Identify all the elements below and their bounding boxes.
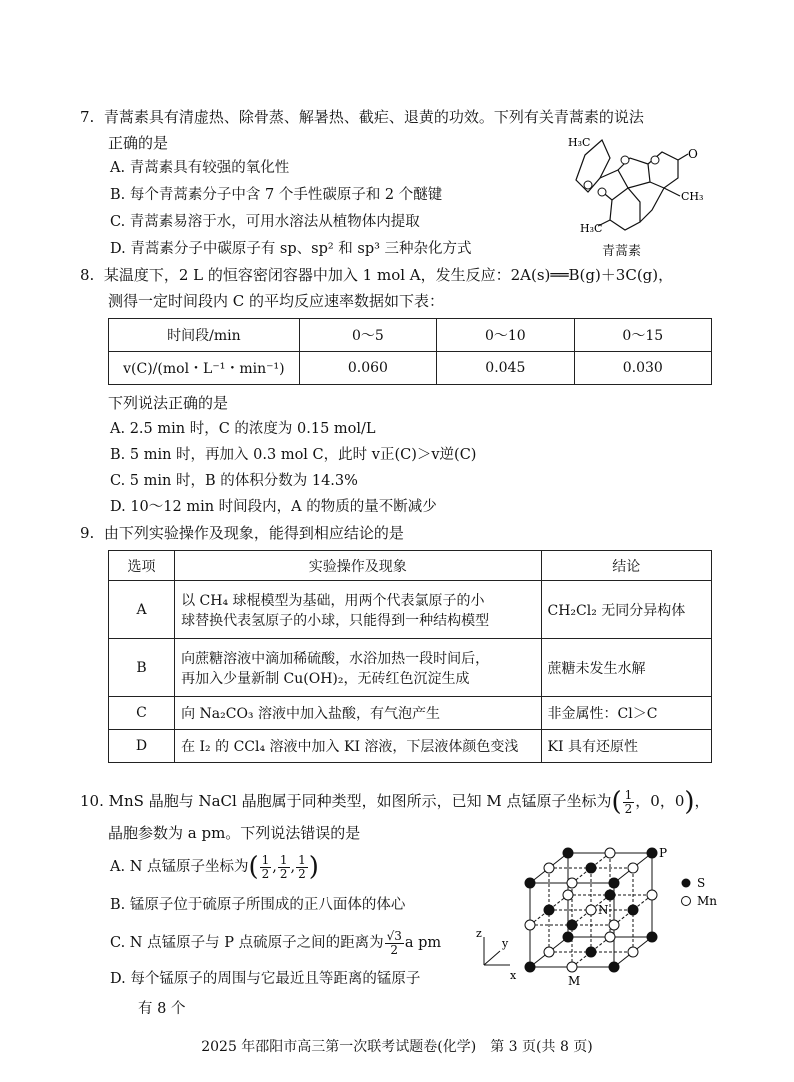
z-axis-label: z [476, 927, 482, 940]
q8-header-cell: 0～10 [437, 319, 574, 352]
mn-atom [586, 905, 596, 915]
q9-stem-line [80, 522, 404, 544]
s-atom [563, 932, 573, 942]
q10-option-d-line1: D. 每个锰原子的周围与它最近且等距离的锰原子 [110, 971, 421, 987]
q10-option-b: B. 锰原子位于硫原子所围成的正八面体的体心 [110, 897, 406, 913]
q9-operation-cell [175, 639, 541, 697]
s-atom [609, 878, 619, 888]
q7-option-d: D. 青蒿素分子中碳原子有 sp、sp² 和 sp³ 三种杂化方式 [110, 241, 472, 257]
fraction-numerator: 1 [624, 787, 633, 802]
s-atom [586, 863, 596, 873]
distance-unit: a pm [404, 935, 442, 951]
s-atom [605, 890, 615, 900]
ring-oxygen-2 [651, 156, 659, 164]
q9-operation-line: 以 CH₄ 球棍模型为基础，用两个代表氯原子的小 [181, 592, 485, 609]
q8-header-cell: 0～15 [574, 319, 711, 352]
paren-open: ( [611, 787, 622, 817]
q9-stem: 由下列实验操作及现象，能得到相应结论的是 [103, 524, 404, 542]
q8-stem-line1 [80, 264, 673, 286]
q7-stem: 青蒿素具有清虚热、除骨蒸、解暑热、截疟、退黄的功效。下列有关青蒿素的说法 [103, 108, 644, 126]
q8-header-cell: 时间段/min [109, 319, 300, 352]
q8-option-a: A. 2.5 min 时，C 的浓度为 0.15 mol/L [110, 421, 376, 437]
peroxide-oxygen-2 [598, 188, 606, 196]
q9-conclusion-cell: CH₂Cl₂ 无同分异构体 [541, 581, 711, 639]
q7-option-b: B. 每个青蒿素分子中含 7 个手性碳原子和 2 个醚键 [110, 187, 443, 203]
peroxide-oxygen-1 [584, 181, 592, 189]
q9-option-cell: C [109, 697, 175, 730]
q9-conclusion-cell: 非金属性：Cl＞C [541, 697, 711, 730]
q9-operation-line: 球替换代表氢原子的小球，只能得到一种结构模型 [181, 612, 490, 629]
s-atom [609, 962, 619, 972]
q9-conclusion-cell: 蔗糖未发生水解 [541, 639, 711, 697]
q8-data-cell: 0.030 [574, 352, 711, 385]
q7-number: 7. [80, 108, 95, 126]
p-point-label: P [659, 846, 668, 860]
q9-header-cell: 实验操作及现象 [175, 551, 541, 581]
q10-number: 10. [80, 792, 104, 810]
q7-option-c: C. 青蒿素易溶于水，可用水溶法从植物体内提取 [110, 214, 420, 230]
mn-atom [605, 848, 615, 858]
q8-rate-table [108, 318, 712, 385]
q9-header-cell: 结论 [541, 551, 711, 581]
q8-option-b: B. 5 min 时，再加入 0.3 mol C，此时 v正(C)＞v逆(C) [110, 447, 477, 463]
q8-stem-line2: 测得一定时间段内 C 的平均反应速率数据如下表： [108, 292, 445, 310]
y-axis-label: y [502, 937, 509, 950]
m-coord-rest: ，0，0 [635, 792, 685, 810]
s-atom [647, 932, 657, 942]
fraction-denominator: 2 [298, 866, 306, 881]
q10-stem-line1: 10. MnS 晶胞与 NaCl 晶胞属于同种类型，如图所示，已知 M 点锰原子坐标为( $\frac{1}{2}$ ，0，0)， [80, 787, 710, 817]
q10-option-a: A. N 点锰原子坐标为( $\frac{1}{2}$ , $\frac{1}{2}$ , $\frac{1}{2}$ ) [110, 852, 319, 882]
q10-option-a-text: A. N 点锰原子坐标为 [110, 859, 249, 875]
s-atom [525, 962, 535, 972]
q8-data-cell: v(C)/(mol・L⁻¹・min⁻¹) [109, 352, 300, 385]
q8-option-c: C. 5 min 时，B 的体积分数为 14.3% [110, 473, 358, 489]
q7-option-a: A. 青蒿素具有较强的氧化性 [110, 160, 290, 176]
q8-ask: 下列说法正确的是 [108, 394, 229, 412]
h3c-bottom-label: H₃C [580, 222, 603, 235]
mn-atom [647, 890, 657, 900]
y-axis-arrow [484, 951, 500, 965]
mn-atom [628, 863, 638, 873]
fraction-denominator: 2 [390, 942, 399, 957]
mn-atom [628, 947, 638, 957]
q8-number: 8. [80, 266, 95, 284]
q9-option-cell: D [109, 730, 175, 763]
x-axis-label: x [510, 969, 517, 982]
q8-data-cell: 0.060 [299, 352, 436, 385]
ch3-right-label: CH₃ [681, 190, 704, 203]
n-point-label: N [598, 903, 609, 917]
paren-open: ( [248, 852, 259, 882]
n-coord-fraction [296, 854, 308, 881]
s-atom [586, 947, 596, 957]
legend-mn-swatch [682, 897, 691, 906]
fraction-denominator: 2 [279, 866, 288, 881]
q9-operation-cell [175, 581, 541, 639]
m-point-label: M [568, 974, 581, 988]
paren-close: ) [684, 787, 695, 817]
carbonyl-o-label: O [688, 147, 698, 161]
q9-operation-cell: 向 Na₂CO₃ 溶液中加入盐酸，有气泡产生 [175, 697, 541, 730]
q9-row-d [109, 730, 712, 763]
mn-atom [567, 962, 577, 972]
n-coord-fraction [260, 854, 272, 881]
fraction-denominator: 2 [261, 866, 270, 881]
q9-operation-line: 向蔗糖溶液中滴加稀硫酸，水浴加热一段时间后， [181, 650, 490, 667]
q9-row-b [109, 639, 712, 697]
paren-close: ) [308, 852, 319, 882]
n-coord-fraction [278, 854, 290, 881]
mn-atom [609, 920, 619, 930]
fraction-numerator: 1 [279, 852, 288, 867]
mns-unit-cell-diagram [470, 815, 740, 990]
s-atom [525, 878, 535, 888]
q9-header-cell: 选项 [109, 551, 175, 581]
q9-header-row [109, 551, 712, 581]
q10-option-d-line2: 有 8 个 [138, 1001, 186, 1017]
mn-atom [544, 863, 554, 873]
fraction-numerator: 1 [298, 852, 306, 867]
q9-operation-line: 再加入少量新制 Cu(OH)₂，无砖红色沉淀生成 [181, 670, 470, 687]
q10-stem-line2: 晶胞参数为 a pm。下列说法错误的是 [108, 824, 361, 842]
q9-conclusion-cell: KI 具有还原性 [541, 730, 711, 763]
q8-option-d: D. 10～12 min 时间段内，A 的物质的量不断减少 [110, 499, 437, 515]
q9-row-c [109, 697, 712, 730]
mn-atom [567, 878, 577, 888]
h3c-top-label: H₃C [568, 136, 591, 149]
s-atom [628, 905, 638, 915]
s-atom [563, 848, 573, 858]
q7-stem-line2: 正确的是 [108, 134, 169, 152]
q8-header-cell: 0～5 [299, 319, 436, 352]
q9-row-a [109, 581, 712, 639]
ring-oxygen-1 [621, 156, 629, 164]
mn-atom [525, 920, 535, 930]
s-atom [544, 905, 554, 915]
s-atom [567, 920, 577, 930]
q7-stem-line1 [80, 106, 644, 128]
q8-table-data-row [109, 352, 712, 385]
q8-data-cell: 0.045 [437, 352, 574, 385]
fraction-numerator: 1 [261, 852, 270, 867]
q10-option-c [110, 928, 441, 958]
q9-option-cell: B [109, 639, 175, 697]
mn-atom [544, 947, 554, 957]
q10-option-c-text: C. N 点锰原子与 P 点硫原子之间的距离为 [110, 935, 384, 951]
q9-operation-cell: 在 I₂ 的 CCl₄ 溶液中加入 KI 溶液，下层液体颜色变浅 [175, 730, 541, 763]
q8-table-header-row [109, 319, 712, 352]
m-coord-fraction [623, 789, 635, 816]
legend-s-label: S [697, 876, 706, 890]
distance-fraction [385, 930, 404, 957]
q9-experiment-table [108, 550, 712, 763]
q8-stem: 某温度下，2 L 的恒容密闭容器中加入 1 mol A，发生反应：2A(s)══B(g)＋3C(g)， [103, 266, 674, 284]
fraction-denominator: 2 [624, 801, 633, 816]
legend-mn-label: Mn [697, 894, 718, 908]
artemisinin-caption: 青蒿素 [602, 244, 642, 259]
page-footer: 2025 年邵阳市高三第一次联考试题卷(化学) 第 3 页(共 8 页) [201, 1039, 593, 1055]
fraction-numerator: √3 [386, 928, 402, 943]
mn-atom [605, 932, 615, 942]
s-atom [647, 848, 657, 858]
q10-stem: MnS 晶胞与 NaCl 晶胞属于同种类型，如图所示，已知 M 点锰原子坐标为 [108, 792, 612, 810]
q9-option-cell: A [109, 581, 175, 639]
mn-atom [563, 890, 573, 900]
q9-number: 9. [80, 524, 95, 542]
legend-s-swatch [682, 879, 691, 888]
